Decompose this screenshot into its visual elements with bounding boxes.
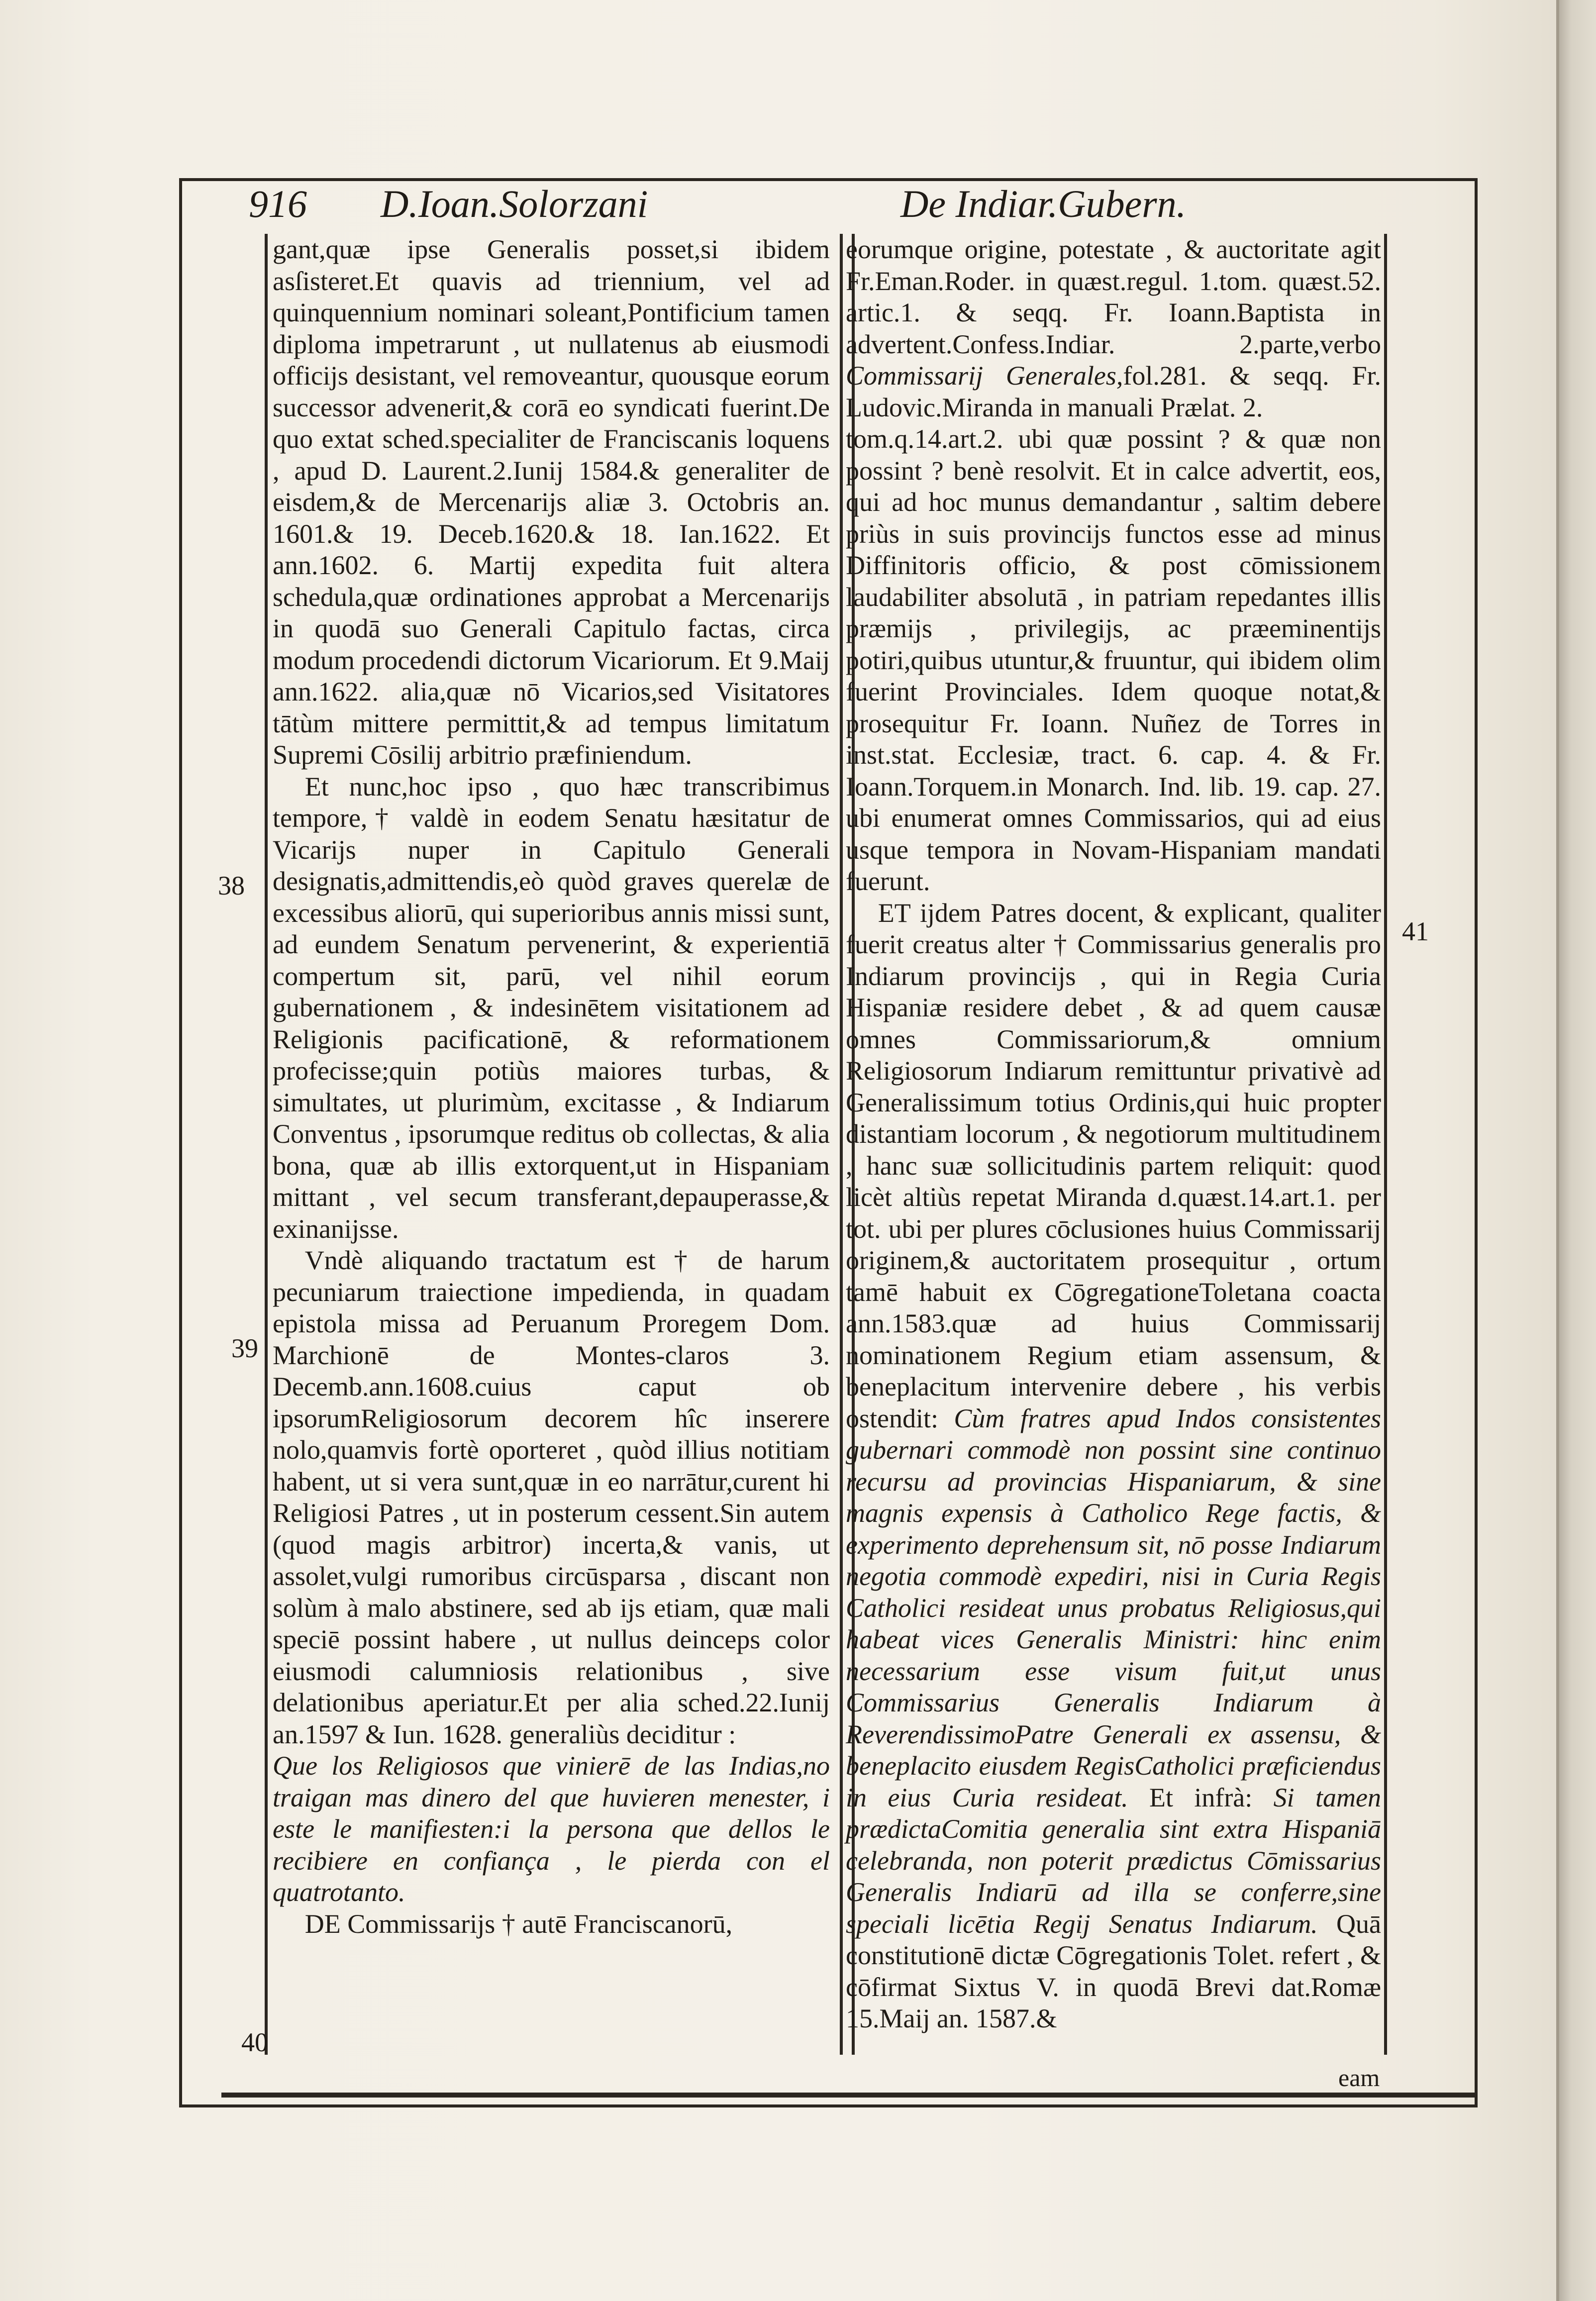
paragraph: gant,quæ ipse Generalis posset,si ibidem asſisteret.Et quavis ad triennium, vel ad quinquennium nominari soleant,Pontificium tamen diploma impetrarunt , ut nullatenus ab eiusmodi officijs desistant, vel removeantur, quousque eorum successor advenerit,& corā eo syndicati fuerint.De quo extat sched.specialiter de Franciscanis loquens , apud D. Laurent.2.Iunij 1584.& generaliter de eisdem,& de Mercenarijs aliæ 3. Octobris an. 1601.& 19. Deceb.1620.& 18. Ian.1622. Et ann.1602. 6. Martij expedita fuit altera schedula,quæ ordinationes approbat a Mercenarijs in quodā suo Generali Capitulo factas, circa modum procedendi dictorum Vicariorum. Et 9.Maij ann.1622. alia,quæ nō Vicarios,sed Visitatores tātùm mittere permittit,& ad tempus limitatum Supremi Cōsilij arbitrio præfiniendum. (273, 234, 830, 770)
text-run: ET ijdem Patres docent, & explicant, qualiter fuerit creatus alter † Commissarius generalis pro Indiarum provincijs , qui in Regia Curia Hispaniæ residere debet , & ad quem causæ omnes Commissariorum,& omnium Religiosorum Indiarum remittuntur privativè ad Generalissimum totius Ordinis,qui huic propter distantiam locorum , & negotiorum multitudinem , hanc suæ sollicitudinis partem reliquit: quod licèt altiùs repetat Miranda d.quæst.14.art.1. per tot. ubi per plures cōclusiones huius Commissarij originem,& auctoritatem prosequitur , ortum tamē habuit ex CōgregationeToletana coacta ann.1583.quæ ad huius Commissarij nominationem Regium etiam assensum, & beneplacitum intervenire debere , his verbis ostendit: (846, 898, 1381, 1433)
paragraph-41 (846, 898, 1381, 2035)
left-margin-rule (265, 234, 268, 2055)
frame-bottom-rule (221, 2093, 1475, 2098)
margin-number-41: 41 (1402, 916, 1429, 946)
text-run: eorumque origine, potestate , & auctoritate agit Fr.Eman.Roder. in quæst.regul. 1.tom. quæst.52. artic.1. & seqq. Fr. Ioann.Baptista in advertent.Confess.Indiar. 2.parte,verbo (846, 234, 1381, 359)
margin-number-38: 38 (218, 871, 245, 900)
text-run: Quā constitutionē dictæ Cōgregationis Tolet. refert , & cōfirmat Sixtus V. in quodā Brevi dat.Romæ 15.Maij an. 1587.& (846, 1908, 1381, 2033)
latin-quotation: Cùm fratres apud Indos consistentes gubernari commodè non possint sine continuo recursu ad provincias Hispaniarum, & sine magnis expensis à Catholico Rege factis, & experimento deprehensum sit, nō posse Indiarum negotia commodè expediri, nisi in Curia Regis Catholici resideat unus probatus Religiosus,qui habeat vices Generalis Ministri: hinc enim necessarium esse visum fuit,ut unus Commissarius Generalis Indiarum à ReverendissimoPatre Generali ex assensu, & beneplacito eiusdem RegisCatholici præficiendus in eius Curia resideat. (846, 1403, 1382, 1812)
right-text-column (846, 234, 1381, 2035)
text-run: Et infrà: (1149, 1782, 1253, 1812)
paragraph-38: Et nunc,hoc ipso , quo hæc transcribimus tempore,† valdè in eodem Senatu hæsitatur de Vicarijs nuper in Capitulo Generali designatis,admittendis,eò quòd graves querelæ de excessibus aliorū, qui superioribus annis missi sunt, ad eundem Senatum pervenerint, & experientiā compertum sit, parū, vel nihil eorum gubernationem , & indesinētem visitationem ad Religionis pacificationē, & reformationem profecisse;quin potiùs maiores turbas, & simultates, ut plurimùm, excitasse , & Indiarum Conventus , ipsorumque reditus ob collectas, & alia bona, quæ ab illis extorquent,ut in Hispaniam mittant , vel secum transferant,depauperasse,& exinanijsse. (273, 771, 830, 1244)
italic-term: Commissarij Generales, (846, 361, 1123, 391)
margin-number-39: 39 (231, 1333, 258, 1363)
spanish-quotation: Que los Religiosos que vinierē de las Indias,no traigan mas dinero del que huvieren menester, i este le manifiesten:i la persona que dellos le recibiere en confiança , le pierda con el quatrotanto. (273, 1751, 830, 1907)
paragraph: tom.q.14.art.2. ubi quæ possint ? & quæ non possint ? benè resolvit. Et in calce advertit, eos, qui ad hoc munus demandantur , saltim debere priùs in suis provincijs functos esse ad minus Diffinitoris officio, & post cōmissionem laudabiliter absolutā , in patriam repedantes illis præmijs , privilegijs, ac præeminentijs potiri,quibus utuntur,& fruuntur, qui ibidem olim fuerint Provinciales. Idem quoque notat,& prosequitur Fr. Ioann. Nuñez de Torres in inst.stat. Ecclesiæ, tract. 6. cap. 4. & Fr. Ioann.Torquem.in Monarch. Ind. lib. 19. cap. 27. ubi enumerat omnes Commissarios, qui ad eius usque tempora in Novam-Hispaniam mandati fuerunt. (846, 424, 1381, 896)
running-head (249, 179, 1463, 229)
margin-number-40: 40 (241, 2027, 268, 2057)
page-number: 916 (249, 182, 307, 225)
text-run: fol.281. & seqq. Fr. Ludovic.Miranda in manuali Prælat. 2. (846, 361, 1381, 422)
center-rule-left (840, 234, 843, 2055)
paragraph (846, 234, 1381, 423)
latin-quotation: Si tamen prædictaComitia generalia sint extra Hispaniā celebranda, non poterit prædictus Cōmissarius Generalis Indiarū ad illa se conferre,sine speciali licētia Regij Senatus Indiarum. (846, 1782, 1381, 1939)
facing-page-edge (1556, 0, 1596, 2301)
left-text-column (273, 234, 830, 1940)
paragraph-39: Vndè aliquando tractatum est † de harum pecuniarum traiectione impedienda, in quadam epistola missa ad Peruanum Proregem Dom. Marchionē de Montes-claros 3. Decemb.ann.1608.cuius caput ob ipsorumReligiosorum decorem hîc inserere nolo,quamvis fortè oporteret , quòd illius notitiam habent, ut si vera sunt,quæ in eo narrātur,curent hi Religiosi Patres , ut in posterum cessent.Sin autem (quod magis arbitror) incerta,& vanis, ut assolet,vulgi rumoribus circūsparsa , discant non solùm à malo abstinere, sed ab ijs etiam, quæ mali speciē possint habere , ut nullus deinceps color eiusmodi calumniosis relationibus , sive delationibus aperiatur.Et per alia sched.22.Iunij an.1597 & Iun. 1628. generaliùs deciditur : (273, 1245, 830, 1749)
right-margin-rule (1384, 234, 1387, 2055)
paragraph-40: DE Commissarijs † autē Franciscanorū, (304, 1908, 733, 1939)
catchword: eam (1338, 2064, 1380, 2092)
running-head-title: De Indiar.Gubern. (900, 182, 1187, 225)
running-head-author: D.Ioan.Solorzani (381, 182, 648, 225)
